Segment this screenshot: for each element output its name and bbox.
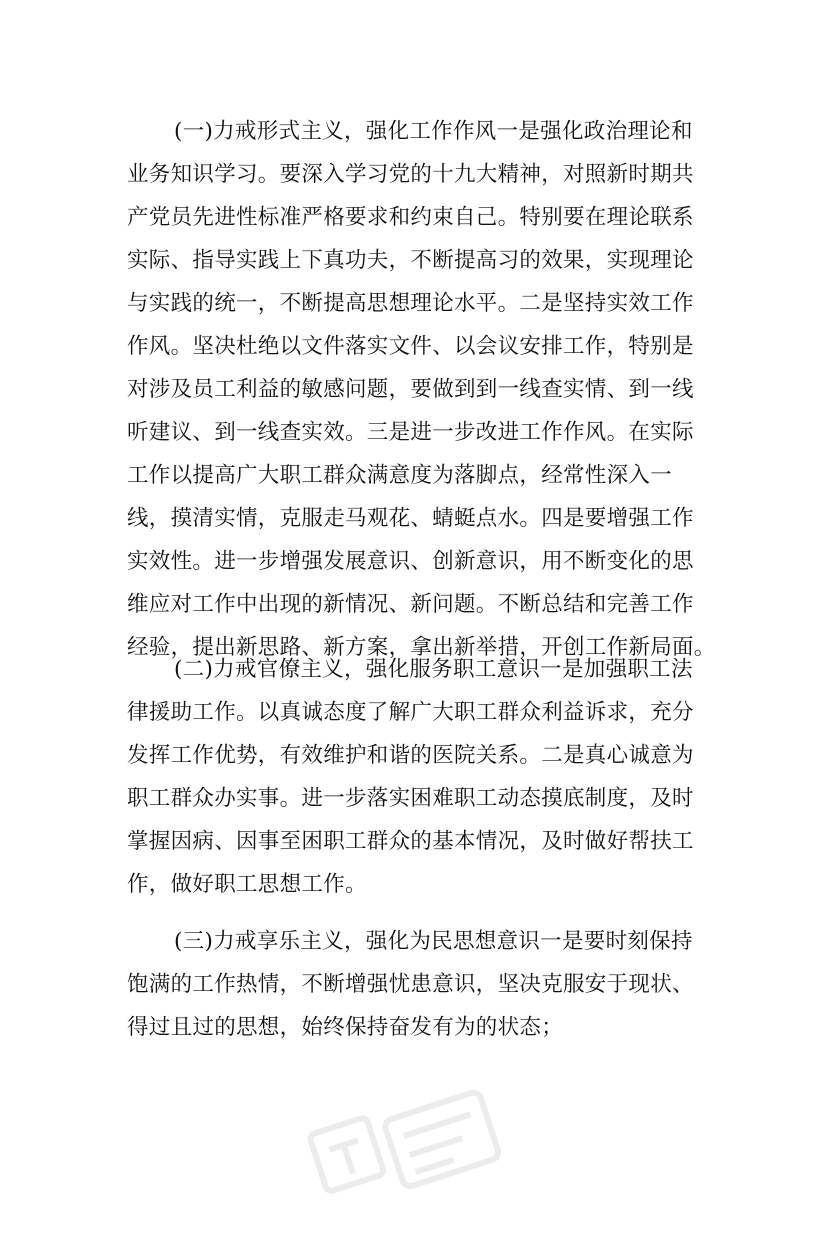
- paragraph-line: 维应对工作中出现的新情况、新问题。不断总结和完善工作: [127, 592, 694, 617]
- paragraph-line: 作，做好职工思想工作。: [127, 872, 367, 897]
- paragraph-line: 得过且过的思想，始终保持奋发有为的状态；: [127, 1015, 564, 1040]
- paragraph-line: 实际、指导实践上下真功夫，不断提高习的效果，实现理论: [127, 248, 694, 273]
- paragraph-line: 饱满的工作热情，不断增强忧患意识，坚决克服安于现状、: [127, 972, 694, 997]
- paragraph-line: 掌握因病、因事至困职工群众的基本情况，及时做好帮扶工: [127, 829, 694, 854]
- paragraph-1: [127, 110, 717, 669]
- paragraph-line: 实效性。进一步增强发展意识、创新意识，用不断变化的思: [127, 549, 694, 574]
- watermark-logo-icon: [284, 1054, 536, 1255]
- paragraph-line: 经验，提出新思路、新方案，拿出新举措，开创工作新局面。: [127, 635, 716, 660]
- paragraph-line: 听建议、到一线查实效。三是进一步改进工作作风。在实际: [127, 420, 694, 445]
- paragraph-line: (三)力戒享乐主义，强化为民思想意识一是要时刻保持: [174, 929, 693, 954]
- paragraph-line: 产党员先进性标准严格要求和约束自己。特别要在理论联系: [127, 205, 694, 230]
- paragraph-2: [127, 648, 717, 906]
- paragraph-3: [127, 920, 717, 1049]
- paragraph-line: 职工群众办实事。进一步落实困难职工动态摸底制度，及时: [127, 786, 694, 811]
- paragraph-line: 业务知识学习。要深入学习党的十九大精神，对照新时期共: [127, 162, 694, 187]
- paragraph-line: (一)力戒形式主义，强化工作作风一是强化政治理论和: [174, 119, 693, 144]
- paragraph-line: 线，摸清实情，克服走马观花、蜻蜓点水。四是要增强工作: [127, 506, 694, 531]
- paragraph-line: 作风。坚决杜绝以文件落实文件、以会议安排工作，特别是: [127, 334, 694, 359]
- paragraph-line: 对涉及员工利益的敏感问题，要做到到一线查实情、到一线: [127, 377, 694, 402]
- paragraph-line: (二)力戒官僚主义，强化服务职工意识一是加强职工法: [174, 657, 693, 682]
- paragraph-line: 发挥工作优势，有效维护和谐的医院关系。二是真心诚意为: [127, 743, 694, 768]
- paragraph-line: 工作以提高广大职工群众满意度为落脚点，经常性深入一: [127, 463, 673, 488]
- paragraph-line: 律援助工作。以真诚态度了解广大职工群众利益诉求，充分: [127, 700, 694, 725]
- paragraph-line: 与实践的统一，不断提高思想理论水平。二是坚持实效工作: [127, 291, 694, 316]
